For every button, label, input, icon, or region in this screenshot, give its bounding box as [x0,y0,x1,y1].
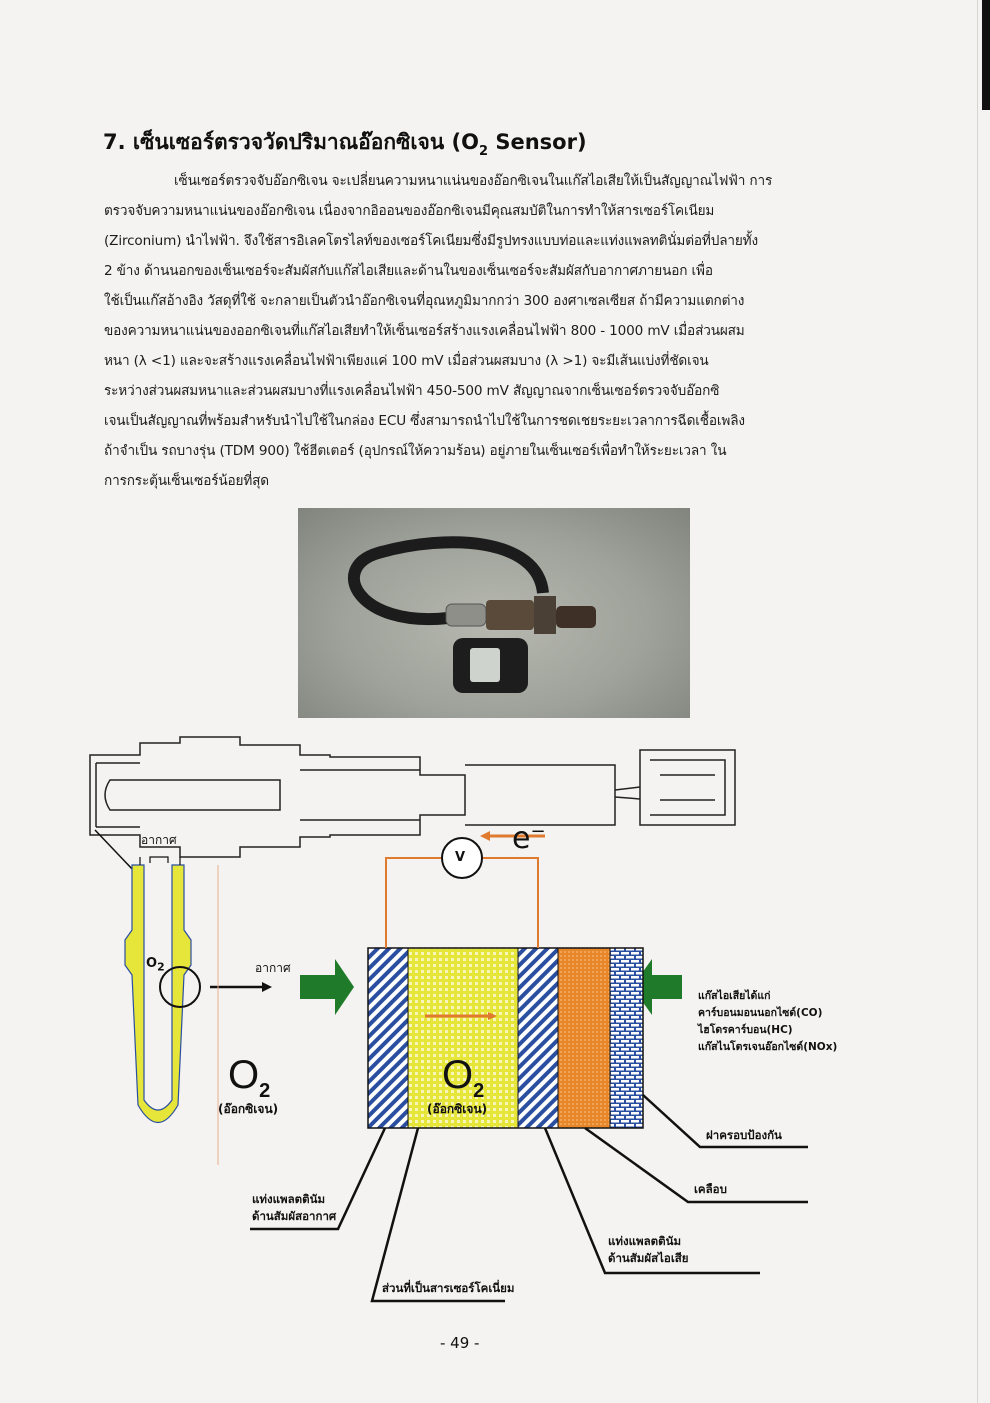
callout-line-1: แท่งแพลตตินัม [608,1234,682,1248]
sensor-hex [486,600,534,630]
section-title-end: Sensor) [488,130,587,154]
page-number: - 49 - [440,1334,480,1352]
o2-left-caption: (อ๊อกซิเจน) [218,1102,279,1116]
paragraph-line: ของความหนาแน่นของออกซิเจนที่แก๊สไอเสียทำให้เซ็นเซอร์สร้างแรงเคลื่อนไฟฟ้า 800 - 1000 mV เมื่อส่วนผสม [104,323,745,339]
section-number: 7. [103,130,126,154]
paragraph-line: (Zirconium) นำไฟฟ้า. จึงใช้สารอิเลคโตรไลท์ของเซอร์โคเนียมซึ่งมีรูปทรงแบบท่อและแท่งแพลทตินั่มต่อที่ปลายทั้ง [104,233,758,249]
air-inflow-arrow [300,959,354,1015]
o2-left-sub: 2 [259,1080,271,1102]
section-title-text: เซ็นเซอร์ตรวจวัดปริมาณอ๊อกซิเจน (O [132,130,479,154]
diagram-graphics [0,735,990,1325]
paragraph-line: ตรวจจับความหนาแน่นของอ๊อกซิเจน เนื่องจากอิออนของอ๊อกซิเจนมีคุณสมบัติในการทำให้สารเซอร์โคเนียม [104,203,715,219]
o2-center-letter: O [442,1053,474,1097]
callout-cover: ฝาครอบป้องกัน [706,1128,782,1142]
electron-charge: − [530,821,546,842]
sensor-boot [446,604,486,626]
paragraph-line: ระหว่างส่วนผสมหนาและส่วนผสมบางที่แรงเคลื่อนไฟฟ้า 450-500 mV สัญญาณจากเซ็นเซอร์ตรวจจับอ๊อกซิ [104,383,720,399]
callout-zirconia-line [372,1128,505,1301]
o2-sensor-illustration [298,508,690,718]
callout-platinum-exhaust [608,1233,689,1267]
tube-o2-letter: O [146,956,158,971]
exhaust-gas-line: ไฮโดรคาร์บอน(HC) [698,1024,793,1036]
layer-coating [558,948,610,1128]
connector-face [470,648,500,682]
sensor-cable-sheath [465,765,615,825]
sensor-inner-lines [300,770,420,820]
callout-line-2: ด้านสัมผัสไอเสีย [608,1251,689,1265]
sensor-layers [368,948,643,1128]
layer-platinum-air [368,948,408,1128]
o2-left-letter: O [228,1053,260,1097]
air-arrow-head [262,982,272,992]
electron-label [512,821,546,856]
air-label-top: อากาศ [141,833,177,847]
connector-internals [650,760,725,815]
callout-zirconia: ส่วนที่เป็นสารเซอร์โคเนี่ยม [382,1281,515,1295]
callout-line-2: ด้านสัมผัสอากาศ [252,1209,337,1223]
tube-leader-line [95,830,135,872]
electron-symbol: e [512,821,531,856]
sensor-thread [534,596,556,634]
sensor-cross-section [90,737,735,857]
o2-left-symbol [228,1053,270,1103]
section-title-subscript: 2 [478,144,489,159]
layer-platinum-exhaust [518,948,558,1128]
exhaust-gas-list [698,988,837,1056]
sensor-tip [556,606,596,628]
section-title [103,126,587,159]
paragraph-line: เซ็นเซอร์ตรวจจับอ๊อกซิเจน จะเปลี่ยนความหนาแน่นของอ๊อกซิเจนในแก๊สไอเสียให้เป็นสัญญาณไฟฟ้า การ [174,173,773,189]
callout-platinum-air [252,1191,336,1225]
electron-flow-arrow-head [480,831,490,841]
exhaust-gas-line: คาร์บอนมอนนอกไซด์(CO) [698,1007,823,1019]
o2-sensor-diagram [0,735,990,1325]
tube-o2-label [146,955,165,976]
sensor-connector-outline [640,750,735,825]
sensor-element [105,780,280,810]
circuit-wire-left [386,858,442,948]
o2-center-symbol [442,1053,484,1103]
exhaust-gas-line: แก๊สไนโตรเจนอ๊อกไซด์(NOx) [698,1041,838,1053]
tube-o2-sub: 2 [157,960,165,974]
paragraph-line: การกระตุ้นเซ็นเซอร์น้อยที่สุด [104,473,269,489]
zirconia-tube [125,857,200,1123]
layer-protective-cover [610,948,643,1128]
voltmeter-label: V [455,850,466,865]
o2-center-caption: (อ๊อกซิเจน) [427,1102,488,1116]
tube-top [140,857,180,865]
page-edge-shadow [982,0,990,110]
sensor-wires [615,787,640,799]
o2-sensor-photo [298,508,690,718]
callout-line-1: แท่งแพลตตินัม [252,1192,326,1206]
sensor-protection-tube [96,763,140,827]
tube-wall [125,865,191,1123]
paragraph-line: 2 ข้าง ด้านนอกของเซ็นเซอร์จะสัมผัสกับแก๊สไอเสียและด้านในของเซ็นเซอร์จะสัมผัสกับอากาศภายนอก เพื่อ [104,263,713,279]
air-label-mid: อากาศ [255,961,291,975]
circuit-wire-right [482,858,538,948]
paragraph-line: หนา (λ <1) และจะสร้างแรงเคลื่อนไฟฟ้าเพียงแค่ 100 mV เมื่อส่วนผสมบาง (λ >1) จะมีเส้นแบ่งที่ชัดเจน [104,353,709,369]
paragraph-line: เจนเป็นสัญญาณที่พร้อมสำหรับนำไปใช้ในกล่อง ECU ซึ่งสามารถนำไปใช้ในการชดเชยระยะเวลาการฉีดเชื้อเพลิง [104,413,745,429]
exhaust-gas-line: แก๊สไอเสียได้แก่ [698,990,771,1002]
callout-coating: เคลือบ [694,1182,727,1196]
paragraph-line: ใช้เป็นแก๊สอ้างอิง วัสดุที่ใช้ จะกลายเป็นตัวนำอ๊อกซิเจนที่อุณหภูมิมากกว่า 300 องศาเซลเซียส ถ้ามีความแตกต่าง [104,293,745,309]
o2-center-sub: 2 [473,1080,485,1102]
body-paragraph [104,166,884,496]
paragraph-line: ถ้าจำเป็น รถบางรุ่น (TDM 900) ใช้ฮีตเตอร์ (อุปกรณ์ให้ความร้อน) อยู่ภายในเซ็นเซอร์เพื่อทำให้ระยะเวลา ใน [104,443,727,459]
